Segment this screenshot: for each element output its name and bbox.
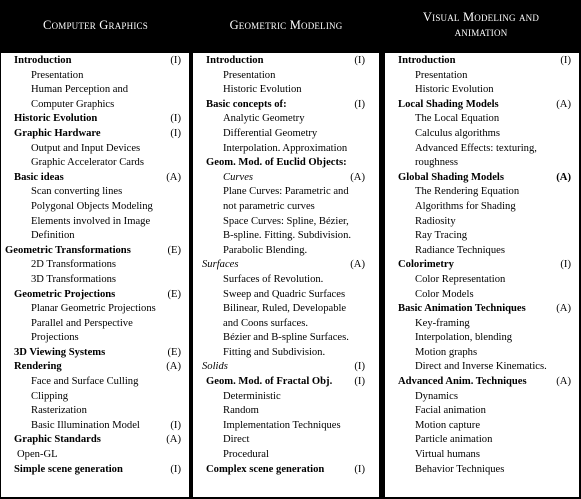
subtopic-row: [385, 404, 579, 419]
level-code: (A): [350, 171, 365, 183]
subtopic-row: [193, 69, 379, 84]
subtopic-label: Computer Graphics: [31, 98, 115, 110]
column-computer-graphics: [1, 53, 189, 497]
topic-label: Geom. Mod. of Fractal Obj.: [206, 376, 333, 388]
subtopic-row: [385, 69, 579, 84]
subtopic-label: 2D Transformations: [31, 259, 117, 271]
subtopic-label: Analytic Geometry: [223, 113, 305, 125]
level-code: (I): [170, 463, 181, 475]
subtopic-row: [385, 390, 579, 405]
level-code: (I): [354, 361, 365, 373]
subtopic-label: Surfaces: [202, 259, 239, 271]
subtopic-row: [1, 229, 189, 244]
subtopic-row: [193, 390, 379, 405]
topic-label: Global Shading Models: [398, 171, 504, 183]
header-geometric-modeling: Geometric Modeling: [229, 18, 343, 32]
subtopic-label: Advanced Effects: texturing,: [415, 142, 537, 154]
subtopic-row: [1, 273, 189, 288]
subtopic-label: and Coons surfaces.: [223, 317, 309, 329]
subtopic-row: [193, 419, 379, 434]
topic-label: Local Shading Models: [398, 98, 499, 110]
subtopic-label: Differential Geometry: [223, 127, 318, 139]
subtopic-label: The Local Equation: [415, 113, 500, 125]
subtopic-label: Calculus algorithms: [415, 127, 501, 139]
subtopic-label: Bilinear, Ruled, Developable: [223, 303, 347, 315]
subtopic-row: [1, 200, 189, 215]
subtopic-label: Random: [223, 405, 259, 417]
subtopic-row: [385, 331, 579, 346]
topic-label: Graphic Standards: [14, 434, 101, 446]
topic-row: [385, 302, 579, 317]
subtopic-label: Projections: [31, 332, 79, 344]
subtopic-row: [193, 346, 379, 361]
subtopic-label: Radiance Techniques: [415, 244, 505, 256]
topic-row: [1, 171, 189, 186]
subtopic-row: [193, 83, 379, 98]
subtopic-label: Polygonal Objects Modeling: [31, 200, 153, 212]
subtopic-label: Procedural: [223, 449, 269, 461]
subtopic-label: Presentation: [415, 69, 468, 81]
topic-row: [193, 54, 379, 69]
level-code: (I): [354, 376, 365, 388]
subtopic-label: B-spline. Fitting. Subdivision.: [223, 230, 352, 242]
subtopic-label: Algorithms for Shading: [415, 200, 516, 212]
subtopic-label: Clipping: [31, 390, 69, 402]
topic-row: [385, 54, 579, 69]
level-code: (A): [166, 434, 181, 446]
subtopic-row: [385, 142, 579, 157]
subtopic-row: [1, 302, 189, 317]
subtopic-label: Ray Tracing: [415, 230, 468, 242]
subtopic-row: [385, 448, 579, 463]
topic-label: Colorimetry: [398, 259, 454, 271]
subtopic-label: roughness: [415, 157, 458, 169]
level-code: (I): [170, 113, 181, 125]
subtopic-row: [1, 375, 189, 390]
subtopic-row: [193, 215, 379, 230]
topic-row: [385, 375, 579, 390]
level-code: (I): [560, 259, 571, 271]
topic-label: Complex scene generation: [206, 463, 325, 475]
subtopic-row: [193, 288, 379, 303]
level-code: (I): [170, 127, 181, 139]
topic-row: [385, 258, 579, 273]
topic-row: [1, 112, 189, 127]
topic-row: [1, 54, 189, 69]
subtopic-row: [193, 229, 379, 244]
level-code: (A): [350, 259, 365, 271]
subtopic-label: Elements involved in Image: [31, 215, 151, 227]
subtopic-label: Plane Curves: Parametric and: [223, 186, 349, 198]
level-code: (I): [560, 55, 571, 66]
subtopic-label: Implementation Techniques: [223, 419, 341, 431]
header-visual-modeling: Visual Modeling and animation: [422, 10, 540, 39]
subtopic-label: Historic Evolution: [223, 84, 302, 96]
level-code: (I): [354, 55, 365, 66]
subtopic-row: [1, 317, 189, 332]
subtopic-label: Open-GL: [17, 449, 58, 461]
subtopic-label: Deterministic: [223, 390, 281, 402]
subtopic-row: [1, 83, 189, 98]
topic-label: Graphic Hardware: [14, 127, 101, 139]
topic-label: Simple scene generation: [14, 463, 123, 475]
subtopic-row: [193, 360, 379, 375]
level-code: (A): [166, 361, 181, 373]
topic-row: [1, 433, 189, 448]
subtopic-row: [385, 317, 579, 332]
level-code: (A): [556, 98, 571, 110]
subtopic-label: Particle animation: [415, 434, 493, 446]
subtopic-row: [385, 463, 579, 478]
subtopic-row: [385, 360, 579, 375]
subtopic-label: not parametric curves: [223, 200, 315, 212]
subtopic-row: [385, 288, 579, 303]
level-code: (E): [167, 346, 181, 358]
topic-row: [193, 463, 379, 478]
subtopic-label: Virtual humans: [415, 449, 480, 461]
subtopic-row: [385, 244, 579, 259]
subtopic-label: 3D Transformations: [31, 273, 117, 285]
level-code: (A): [556, 376, 571, 388]
subtopic-row: [1, 404, 189, 419]
level-code: (A): [166, 171, 181, 183]
level-code: (E): [167, 288, 181, 300]
subtopic-row: [1, 390, 189, 405]
subtopic-row: [193, 302, 379, 317]
subtopic-row: [385, 273, 579, 288]
column-visual-modeling: [385, 53, 579, 497]
subtopic-row: [193, 448, 379, 463]
subtopic-label: Fitting and Subdivision.: [223, 346, 326, 358]
subtopic-label: Human Perception and: [31, 84, 129, 96]
subtopic-row: [385, 229, 579, 244]
subtopic-row: [385, 419, 579, 434]
subtopic-row: [1, 419, 189, 434]
subtopic-row: [385, 83, 579, 98]
subtopic-row: [385, 156, 579, 171]
topic-row: [1, 127, 189, 142]
subtopic-row: [1, 156, 189, 171]
subtopic-row: [193, 404, 379, 419]
subtopic-row: [193, 185, 379, 200]
topic-label: Geometric Transformations: [5, 244, 131, 256]
subtopic-label: Key-framing: [415, 317, 470, 329]
subtopic-label: Scan converting lines: [31, 186, 123, 198]
subtopic-row: [1, 448, 189, 463]
subtopic-label: Graphic Accelerator Cards: [31, 157, 144, 169]
subtopic-row: [193, 317, 379, 332]
level-code: (I): [170, 419, 181, 431]
subtopic-label: Motion graphs: [415, 346, 478, 358]
subtopic-label: Solids: [202, 361, 228, 373]
subtopic-label: Interpolation, blending: [415, 332, 513, 344]
subtopic-label: Historic Evolution: [415, 84, 494, 96]
topic-label: Basic ideas: [14, 171, 64, 183]
subtopic-row: [1, 215, 189, 230]
subtopic-label: Direct: [223, 434, 250, 446]
subtopic-row: [385, 433, 579, 448]
subtopic-label: Basic Illumination Model: [31, 419, 140, 431]
topic-row: [1, 244, 189, 259]
level-code: (I): [354, 463, 365, 475]
subtopic-row: [193, 331, 379, 346]
topic-label: Introduction: [398, 55, 456, 66]
topic-row: [385, 171, 579, 186]
subtopic-label: Planar Geometric Projections: [31, 303, 156, 315]
subtopic-label: Parabolic Blending.: [223, 244, 308, 256]
subtopic-label: Rasterization: [31, 405, 87, 417]
subtopic-label: Motion capture: [415, 419, 481, 431]
subtopic-row: [385, 127, 579, 142]
topic-row: [1, 346, 189, 361]
subtopic-row: [193, 127, 379, 142]
subtopic-row: [1, 185, 189, 200]
subtopic-row: [385, 185, 579, 200]
subtopic-label: Output and Input Devices: [31, 142, 141, 154]
subtopic-row: [193, 200, 379, 215]
subtopic-row: [1, 142, 189, 157]
subtopic-label: Curves: [223, 171, 254, 183]
subtopic-row: [385, 215, 579, 230]
subtopic-label: Sweep and Quadric Surfaces: [223, 288, 346, 300]
topic-label: 3D Viewing Systems: [14, 346, 106, 358]
subtopic-label: Face and Surface Culling: [31, 376, 139, 388]
topic-row: [1, 288, 189, 303]
subtopic-label: Color Models: [415, 288, 474, 300]
subtopic-label: The Rendering Equation: [415, 186, 520, 198]
subtopic-label: Interpolation. Approximation: [223, 142, 348, 154]
subtopic-label: Presentation: [223, 69, 276, 81]
subtopic-label: Definition: [31, 230, 75, 242]
subtopic-row: [193, 171, 379, 186]
subtopic-row: [1, 331, 189, 346]
header-computer-graphics: Computer Graphics: [43, 18, 148, 32]
topic-row: [193, 156, 379, 171]
subtopic-label: Direct and Inverse Kinematics.: [415, 361, 547, 373]
level-code: (I): [354, 98, 365, 110]
subtopic-label: Space Curves: Spline, Bézier,: [223, 215, 349, 227]
topic-label: Introduction: [206, 55, 264, 66]
level-code: (A): [556, 303, 571, 315]
topic-row: [1, 463, 189, 478]
topic-label: Advanced Anim. Techniques: [398, 376, 527, 388]
level-code: (E): [167, 244, 181, 256]
topic-label: Geom. Mod. of Euclid Objects:: [206, 157, 347, 169]
level-code: (I): [170, 55, 181, 66]
topic-row: [1, 360, 189, 375]
subtopic-row: [193, 433, 379, 448]
subtopic-row: [1, 69, 189, 84]
subtopic-label: Facial animation: [415, 405, 486, 417]
subtopic-row: [193, 112, 379, 127]
subtopic-label: Presentation: [31, 69, 84, 81]
topic-label: Introduction: [14, 55, 72, 66]
subtopic-label: Color Representation: [415, 273, 506, 285]
subtopic-row: [1, 98, 189, 113]
level-code: (A): [556, 171, 571, 183]
column-geometric-modeling: [193, 53, 379, 497]
topic-row: [193, 98, 379, 113]
topic-row: [193, 375, 379, 390]
subtopic-row: [193, 142, 379, 157]
subtopic-label: Behavior Techniques: [415, 463, 505, 475]
subtopic-row: [385, 346, 579, 361]
subtopic-row: [193, 244, 379, 259]
topic-label: Historic Evolution: [14, 113, 98, 125]
topic-label: Rendering: [14, 361, 62, 373]
subtopic-label: Radiosity: [415, 215, 456, 227]
subtopic-label: Bézier and B-spline Surfaces.: [223, 332, 349, 344]
subtopic-row: [193, 258, 379, 273]
subtopic-row: [385, 200, 579, 215]
subtopic-row: [1, 258, 189, 273]
topic-row: [385, 98, 579, 113]
topic-label: Geometric Projections: [14, 288, 116, 300]
subtopic-row: [385, 112, 579, 127]
subtopic-row: [193, 273, 379, 288]
topic-label: Basic concepts of:: [206, 98, 287, 110]
subtopic-label: Parallel and Perspective: [31, 317, 133, 329]
subtopic-label: Surfaces of Revolution.: [223, 273, 324, 285]
topic-label: Basic Animation Techniques: [398, 303, 526, 315]
subtopic-label: Dynamics: [415, 390, 458, 402]
